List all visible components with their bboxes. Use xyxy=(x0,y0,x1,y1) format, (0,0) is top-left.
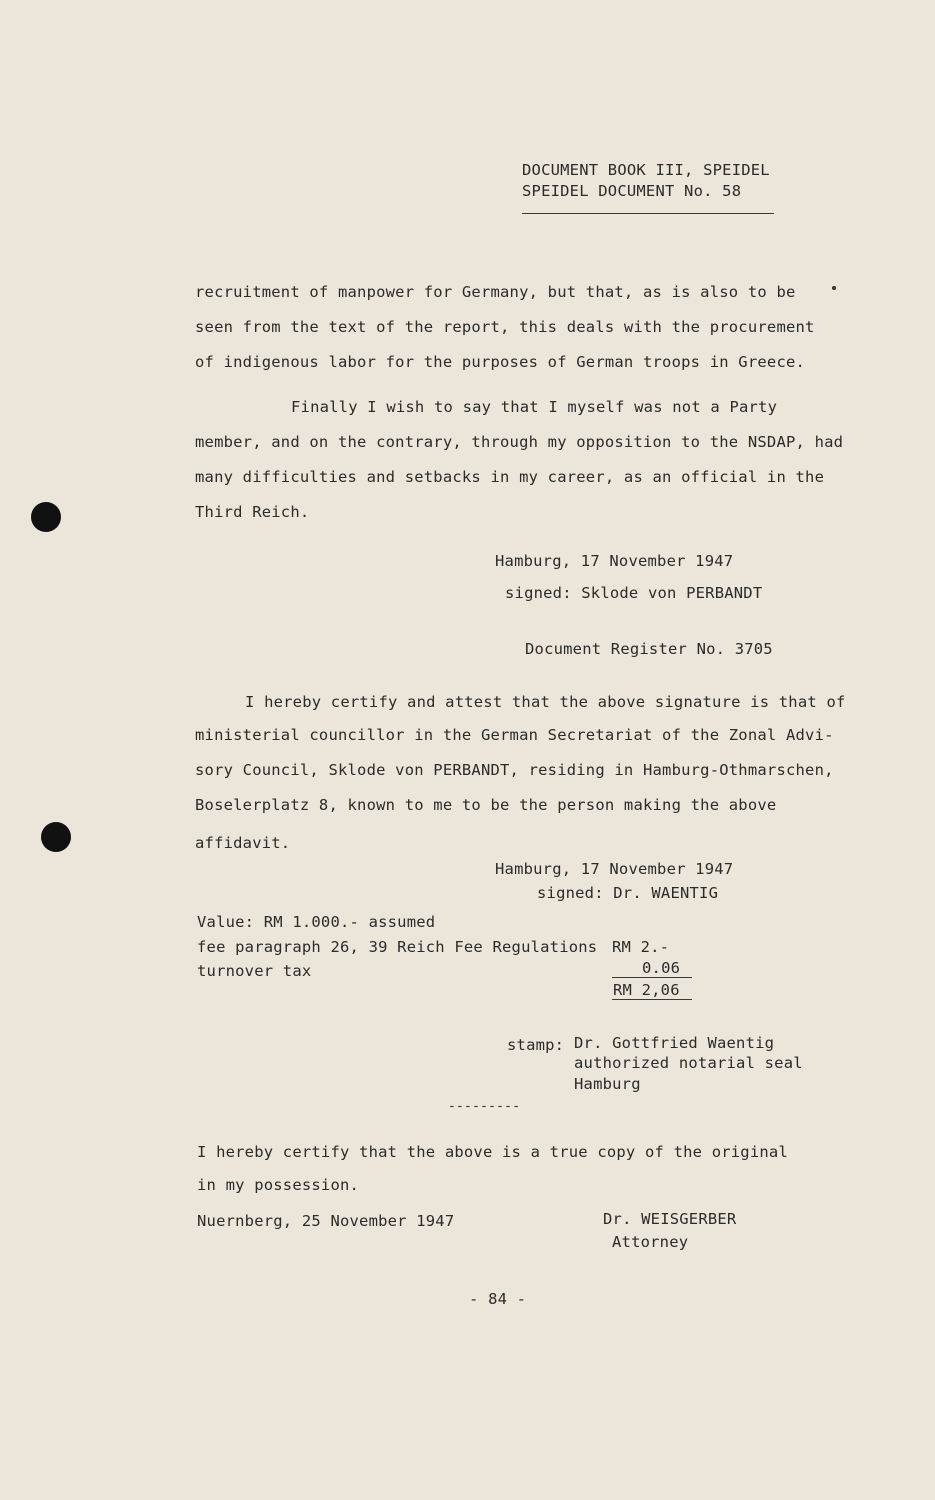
attorney-title: Attorney xyxy=(612,1233,689,1251)
page-number: - 84 - xyxy=(469,1290,527,1308)
stamp-line: Dr. Gottfried Waentig xyxy=(574,1034,775,1052)
fee-total: RM 2,06 xyxy=(613,981,680,999)
signature-signed: signed: Sklode von PERBANDT xyxy=(505,584,763,602)
true-copy-line: in my possession. xyxy=(197,1176,360,1194)
header-line-2: SPEIDEL DOCUMENT No. 58 xyxy=(522,182,742,200)
notary-place-date: Hamburg, 17 November 1947 xyxy=(495,860,734,878)
header-underline xyxy=(522,213,774,214)
separator: --------- xyxy=(448,1099,521,1114)
body-line: seen from the text of the report, this deals with the procurement xyxy=(195,318,815,336)
stamp-line: authorized notarial seal xyxy=(574,1054,803,1072)
punch-hole xyxy=(41,822,71,852)
notary-signed: signed: Dr. WAENTIG xyxy=(537,884,719,902)
turnover-tax-line: turnover tax xyxy=(197,962,312,980)
sum-underline xyxy=(612,977,692,978)
stray-mark xyxy=(832,286,836,290)
header-line-1: DOCUMENT BOOK III, SPEIDEL xyxy=(522,161,770,179)
fee-value-line: Value: RM 1.000.- assumed xyxy=(197,913,436,931)
finally-line: many difficulties and setbacks in my career, as an official in the xyxy=(195,468,825,486)
signature-place-date: Hamburg, 17 November 1947 xyxy=(495,552,734,570)
turnover-tax-amount: 0.06 xyxy=(642,959,681,977)
finally-line: member, and on the contrary, through my opposition to the NSDAP, had xyxy=(195,433,844,451)
total-underline xyxy=(612,999,692,1000)
fee-regulation-line: fee paragraph 26, 39 Reich Fee Regulations xyxy=(197,938,598,956)
document-register: Document Register No. 3705 xyxy=(525,640,773,658)
certification-line: I hereby certify and attest that the above signature is that of xyxy=(245,693,846,711)
certification-line: ministerial councillor in the German Secretariat of the Zonal Advi- xyxy=(195,726,834,744)
finally-line: Finally I wish to say that I myself was not a Party xyxy=(291,398,778,416)
finally-line: Third Reich. xyxy=(195,503,310,521)
punch-hole xyxy=(31,502,61,532)
attorney-name: Dr. WEISGERBER xyxy=(603,1210,737,1228)
certification-line: Boselerplatz 8, known to me to be the person making the above xyxy=(195,796,777,814)
stamp-label: stamp: xyxy=(507,1036,565,1054)
true-copy-line: I hereby certify that the above is a true copy of the original xyxy=(197,1143,788,1161)
stamp-line: Hamburg xyxy=(574,1075,641,1093)
certification-line: sory Council, Sklode von PERBANDT, residing in Hamburg-Othmarschen, xyxy=(195,761,834,779)
body-line: recruitment of manpower for Germany, but that, as is also to be xyxy=(195,283,796,301)
certification-line: affidavit. xyxy=(195,834,291,852)
true-copy-place-date: Nuernberg, 25 November 1947 xyxy=(197,1212,455,1230)
fee-amount: RM 2.- xyxy=(612,938,670,956)
body-line: of indigenous labor for the purposes of German troops in Greece. xyxy=(195,353,806,371)
